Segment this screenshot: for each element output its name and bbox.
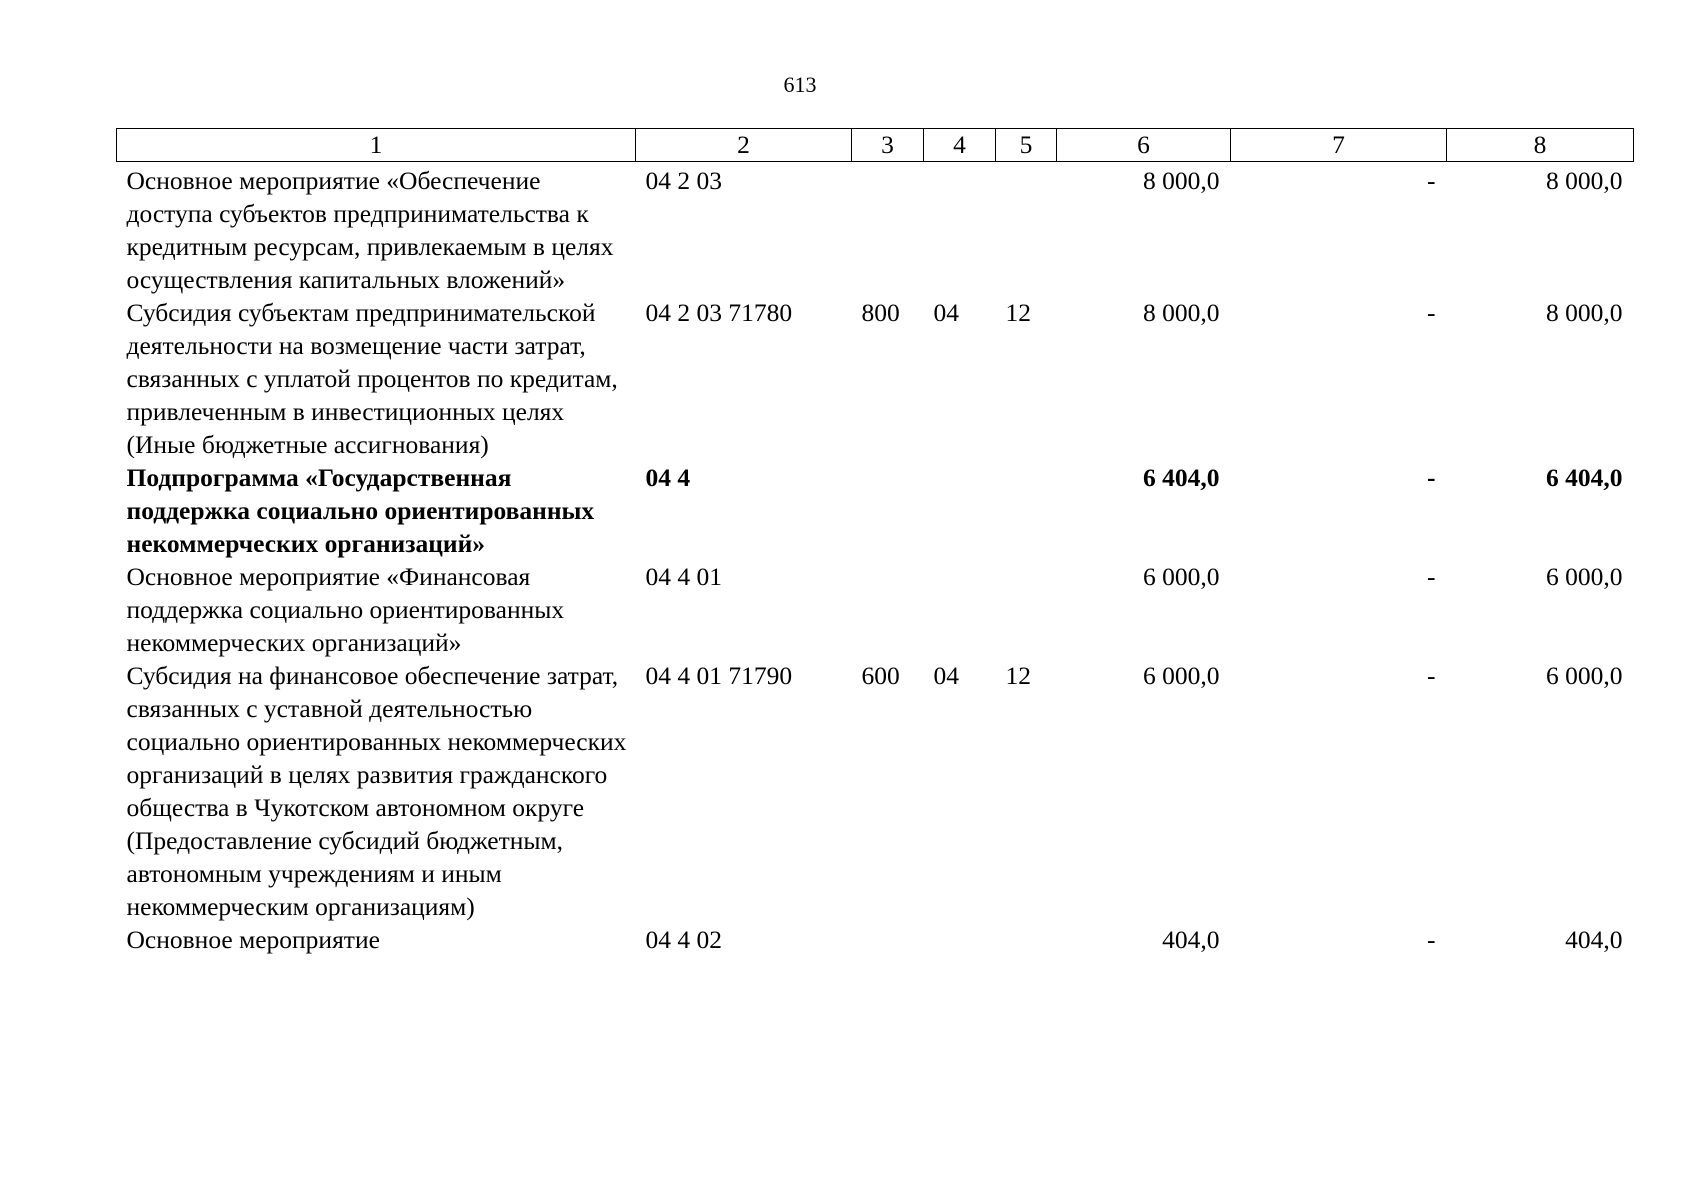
row-c8: 6 404,0 — [1546, 463, 1623, 492]
header-col-5: 5 — [996, 129, 1057, 162]
row-c6: 8 000,0 — [1143, 298, 1220, 327]
row-name: Основное мероприятие — [126, 925, 380, 954]
row-c8: 404,0 — [1565, 925, 1623, 954]
row-c3 — [852, 461, 924, 560]
row-c7: - — [1427, 562, 1436, 591]
row-c4 — [924, 923, 996, 956]
row-c7: - — [1427, 463, 1436, 492]
header-col-6: 6 — [1057, 129, 1231, 162]
row-c8: 8 000,0 — [1546, 166, 1623, 195]
table-row — [117, 162, 1634, 297]
header-col-1: 1 — [117, 129, 636, 162]
header-col-8: 8 — [1447, 129, 1634, 162]
row-c8: 6 000,0 — [1546, 661, 1623, 690]
table-row — [117, 461, 1634, 560]
row-c3: 800 — [861, 298, 900, 327]
row-c5: 12 — [1005, 661, 1031, 690]
row-c8: 8 000,0 — [1546, 298, 1623, 327]
row-code: 04 4 01 71790 — [645, 661, 793, 690]
header-col-7: 7 — [1231, 129, 1447, 162]
row-c6: 6 404,0 — [1143, 463, 1220, 492]
row-c4 — [924, 560, 996, 659]
row-c5: 12 — [1005, 298, 1031, 327]
row-c3 — [852, 162, 924, 297]
row-c3: 600 — [861, 661, 900, 690]
table-row — [117, 923, 1634, 956]
header-col-3: 3 — [852, 129, 924, 162]
table-row — [117, 560, 1634, 659]
header-col-2: 2 — [636, 129, 852, 162]
row-c5 — [996, 461, 1057, 560]
row-name: Субсидия на финансовое обеспечение затрат, связанных с уставной деятельностью социально ориентированных некоммерческих организаций в целях развития гражданского общества в Чукотском автономном округе (Предоставление субсидий бюджетным, автономным учреждениям и иным некоммерческим организациям) — [126, 661, 627, 921]
page-number — [0, 72, 1698, 98]
table-row — [117, 296, 1634, 461]
row-c6: 8 000,0 — [1143, 166, 1220, 195]
row-code: 04 2 03 — [645, 166, 722, 195]
row-name: Основное мероприятие «Финансовая поддержка социально ориентированных некоммерческих организаций» — [126, 562, 565, 657]
row-c5 — [996, 162, 1057, 297]
row-c8: 6 000,0 — [1546, 562, 1623, 591]
row-code: 04 4 01 — [645, 562, 722, 591]
row-c3 — [852, 923, 924, 956]
row-code: 04 4 — [645, 463, 691, 492]
row-c6: 6 000,0 — [1143, 562, 1220, 591]
page-number-text: 613 — [783, 72, 817, 97]
row-name: Субсидия субъектам предпринимательской деятельности на возмещение части затрат, связанных с уплатой процентов по кредитам, привлеченным в инвестиционных целях (Иные бюджетные ассигнования) — [126, 298, 618, 459]
row-c4: 04 — [933, 298, 959, 327]
header-col-4: 4 — [924, 129, 996, 162]
row-c4 — [924, 162, 996, 297]
budget-table — [116, 128, 1634, 956]
row-code: 04 4 02 — [645, 925, 722, 954]
row-c6: 404,0 — [1162, 925, 1220, 954]
row-c3 — [852, 560, 924, 659]
row-c7: - — [1427, 166, 1436, 195]
row-c5 — [996, 560, 1057, 659]
row-name: Подпрограмма «Государственная поддержка социально ориентированных некоммерческих организаций» — [126, 463, 595, 558]
row-name: Основное мероприятие «Обеспечение доступа субъектов предпринимательства к кредитным ресурсам, привлекаемым в целях осуществления капитальных вложений» — [126, 166, 614, 294]
row-c6: 6 000,0 — [1143, 661, 1220, 690]
row-code: 04 2 03 71780 — [645, 298, 793, 327]
row-c4: 04 — [933, 661, 959, 690]
row-c4 — [924, 461, 996, 560]
row-c7: - — [1427, 661, 1436, 690]
row-c7: - — [1427, 298, 1436, 327]
row-c5 — [996, 923, 1057, 956]
row-c7: - — [1427, 925, 1436, 954]
table-row — [117, 659, 1634, 923]
header-row — [117, 129, 1634, 162]
